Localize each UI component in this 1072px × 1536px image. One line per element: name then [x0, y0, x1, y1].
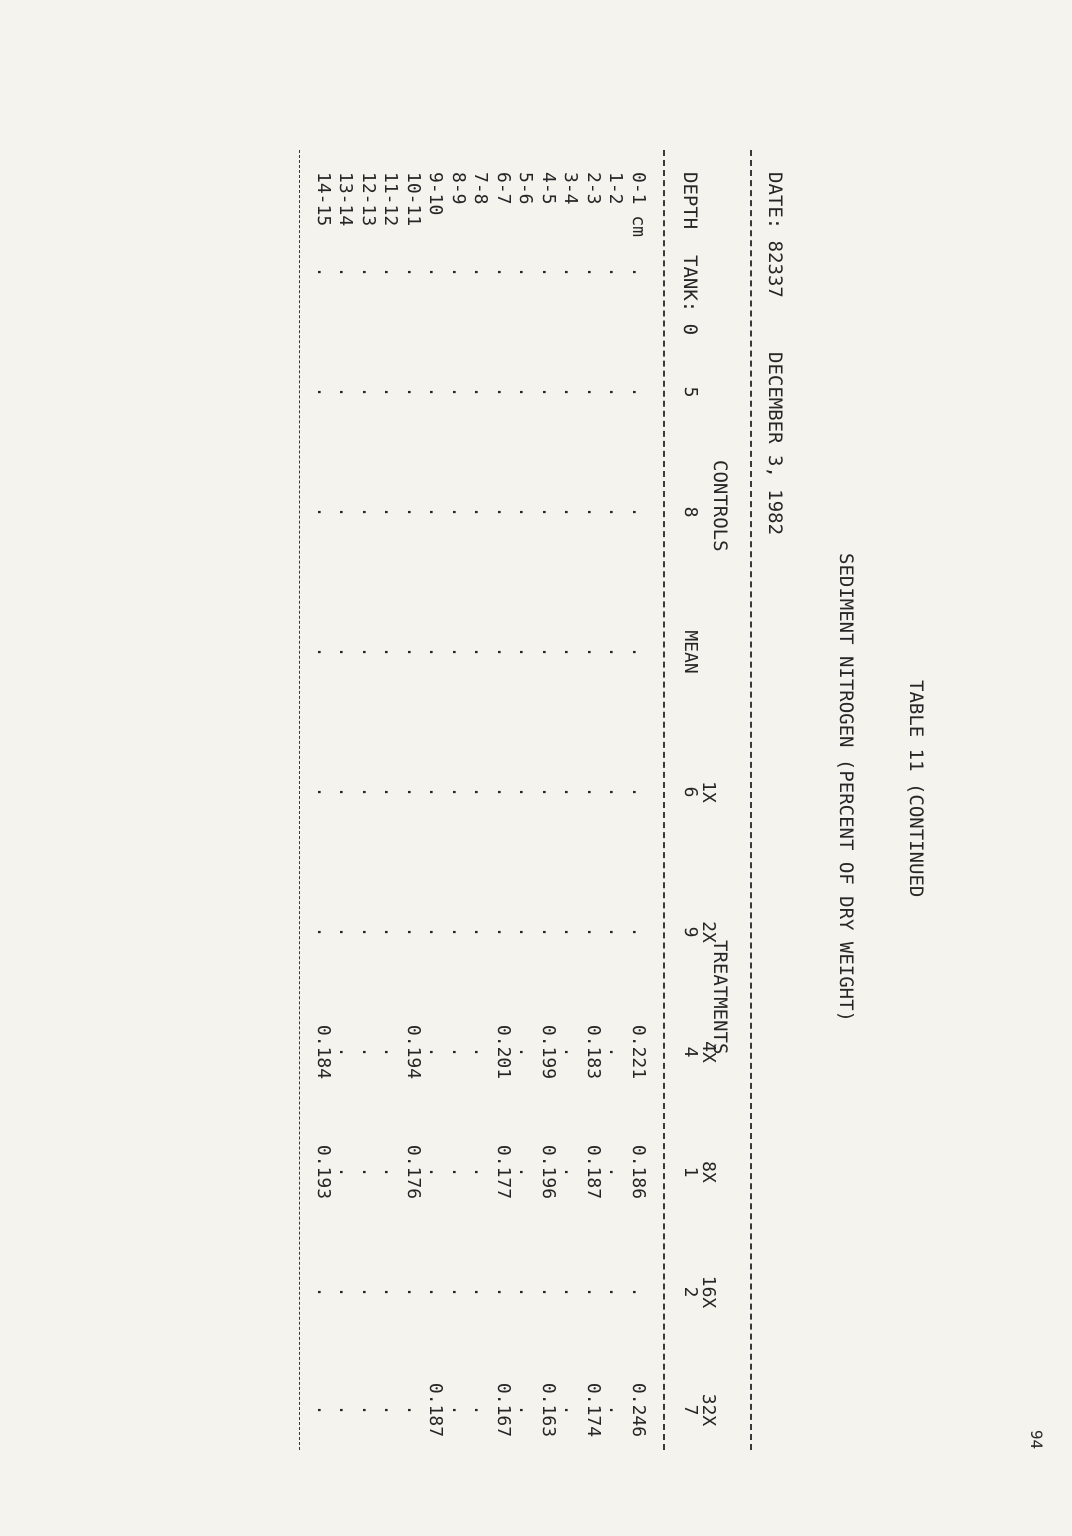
value-cell: .: [470, 386, 492, 398]
depth-cell: 8-9: [448, 172, 469, 205]
value-cell: .: [515, 386, 537, 398]
column-header-bottom: 7: [680, 1404, 701, 1416]
value-cell: .: [335, 1286, 357, 1298]
depth-cell: 7-8: [470, 172, 492, 205]
value-cell: .: [403, 1404, 424, 1416]
table-title: TABLE 11 (CONTINUED: [905, 680, 927, 898]
value-cell: .: [335, 786, 357, 798]
column-header-bottom: 9: [680, 926, 701, 938]
value-cell: .: [628, 506, 649, 518]
value-cell: .: [628, 266, 649, 278]
depth-cell: 9-10: [425, 172, 447, 216]
value-cell: .: [313, 1404, 334, 1416]
value-cell: .: [380, 646, 402, 658]
value-cell: .: [358, 1166, 379, 1178]
value-cell: .: [380, 786, 402, 798]
depth-cell: 13-14: [335, 172, 357, 227]
value-cell: .: [515, 1046, 537, 1058]
value-cell: .: [560, 786, 582, 798]
value-cell: .: [605, 1046, 627, 1058]
value-cell: .: [605, 926, 627, 938]
value-cell: .: [583, 646, 604, 658]
depth-cell: 6-7: [493, 172, 514, 205]
value-cell: .: [313, 646, 334, 658]
value-cell: .: [403, 786, 424, 798]
value-cell: .: [335, 506, 357, 518]
value-cell: .: [628, 386, 649, 398]
value-cell: .: [605, 786, 627, 798]
value-cell: .: [583, 506, 604, 518]
date-text: DECEMBER 3, 1982: [764, 352, 786, 536]
value-cell: .: [403, 1286, 424, 1298]
column-header-bottom: 4: [680, 1046, 701, 1058]
value-cell: .: [560, 1046, 582, 1058]
value-cell: 0.186: [628, 1144, 649, 1200]
value-cell: .: [403, 646, 424, 658]
value-cell: .: [560, 266, 582, 278]
value-cell: .: [380, 1046, 402, 1058]
value-cell: 0.183: [583, 1024, 604, 1080]
value-cell: .: [515, 1166, 537, 1178]
value-cell: .: [448, 266, 469, 278]
value-cell: .: [335, 386, 357, 398]
tank-header: TANK: 0: [679, 255, 701, 336]
value-cell: .: [470, 646, 492, 658]
rotated-table-sheet: [120, 40, 1000, 1500]
value-cell: .: [515, 1286, 537, 1298]
value-cell: .: [448, 1166, 469, 1178]
value-cell: .: [538, 1286, 559, 1298]
value-cell: .: [605, 506, 627, 518]
value-cell: .: [313, 506, 334, 518]
value-cell: .: [313, 1286, 334, 1298]
value-cell: .: [605, 1286, 627, 1298]
value-cell: .: [470, 926, 492, 938]
value-cell: .: [493, 266, 514, 278]
column-header-top: 1X: [698, 781, 719, 803]
column-header-bottom: 6: [680, 786, 701, 798]
value-cell: .: [605, 386, 627, 398]
value-cell: .: [470, 266, 492, 278]
depth-cell: 12-13: [358, 172, 379, 227]
value-cell: .: [335, 926, 357, 938]
value-cell: 0.196: [538, 1144, 559, 1200]
value-cell: .: [538, 266, 559, 278]
value-cell: .: [605, 1166, 627, 1178]
value-cell: .: [448, 786, 469, 798]
value-cell: .: [493, 646, 514, 658]
value-cell: .: [335, 1166, 357, 1178]
value-cell: .: [493, 506, 514, 518]
value-cell: .: [515, 1404, 537, 1416]
column-header-top: 8X: [698, 1161, 719, 1183]
value-cell: 0.187: [425, 1382, 447, 1438]
column-header-bottom: 5: [680, 386, 701, 398]
value-cell: .: [515, 506, 537, 518]
depth-header: DEPTH: [679, 172, 701, 230]
value-cell: .: [448, 386, 469, 398]
value-cell: .: [470, 1046, 492, 1058]
value-cell: .: [358, 1404, 379, 1416]
value-cell: .: [583, 786, 604, 798]
value-cell: .: [628, 926, 649, 938]
value-cell: .: [403, 506, 424, 518]
value-cell: .: [425, 506, 447, 518]
column-header-top: 16X: [698, 1275, 719, 1309]
value-cell: .: [515, 786, 537, 798]
value-cell: 0.174: [583, 1382, 604, 1438]
value-cell: .: [583, 386, 604, 398]
value-cell: .: [313, 386, 334, 398]
value-cell: .: [493, 386, 514, 398]
value-cell: .: [448, 1404, 469, 1416]
value-cell: .: [335, 266, 357, 278]
value-cell: .: [358, 646, 379, 658]
value-cell: .: [538, 386, 559, 398]
value-cell: 0.221: [628, 1024, 649, 1080]
depth-cell: 4-5: [538, 172, 559, 205]
value-cell: .: [335, 1404, 357, 1416]
column-header-top: 32X: [698, 1393, 719, 1427]
value-cell: .: [493, 786, 514, 798]
value-cell: .: [515, 266, 537, 278]
value-cell: .: [380, 386, 402, 398]
value-cell: .: [628, 786, 649, 798]
value-cell: .: [335, 1046, 357, 1058]
value-cell: 0.167: [493, 1382, 514, 1438]
column-header-bottom: 2: [680, 1286, 701, 1298]
value-cell: .: [425, 926, 447, 938]
value-cell: .: [425, 646, 447, 658]
value-cell: .: [560, 506, 582, 518]
value-cell: .: [583, 1286, 604, 1298]
value-cell: .: [605, 1404, 627, 1416]
value-cell: .: [358, 506, 379, 518]
value-cell: 0.193: [313, 1144, 334, 1200]
value-cell: .: [335, 646, 357, 658]
value-cell: .: [358, 1286, 379, 1298]
value-cell: .: [425, 1286, 447, 1298]
value-cell: .: [380, 1166, 402, 1178]
value-cell: .: [448, 1046, 469, 1058]
column-header-bottom: 8: [680, 506, 701, 518]
depth-cell: 5-6: [515, 172, 537, 205]
value-cell: .: [313, 786, 334, 798]
value-cell: .: [470, 1404, 492, 1416]
value-cell: .: [313, 266, 334, 278]
value-cell: .: [448, 926, 469, 938]
value-cell: .: [380, 1404, 402, 1416]
value-cell: .: [515, 646, 537, 658]
column-header-top: 2X: [698, 921, 719, 943]
value-cell: .: [448, 506, 469, 518]
value-cell: .: [560, 926, 582, 938]
value-cell: .: [358, 1046, 379, 1058]
value-cell: 0.194: [403, 1024, 424, 1080]
depth-cell: 10-11: [403, 172, 424, 227]
value-cell: .: [358, 926, 379, 938]
value-cell: .: [470, 506, 492, 518]
table-subtitle: SEDIMENT NITROGEN (PERCENT OF DRY WEIGHT): [835, 553, 857, 1022]
top-rule: [750, 150, 752, 1450]
value-cell: .: [313, 926, 334, 938]
value-cell: .: [628, 1286, 649, 1298]
value-cell: 0.199: [538, 1024, 559, 1080]
value-cell: .: [538, 646, 559, 658]
value-cell: .: [470, 786, 492, 798]
value-cell: .: [560, 646, 582, 658]
bottom-rule: [299, 150, 300, 1450]
value-cell: .: [425, 386, 447, 398]
depth-cell: 2-3: [583, 172, 604, 205]
value-cell: .: [380, 506, 402, 518]
value-cell: .: [583, 926, 604, 938]
value-cell: .: [448, 1286, 469, 1298]
controls-heading: CONTROLS: [709, 460, 731, 552]
value-cell: 0.184: [313, 1024, 334, 1080]
value-cell: .: [515, 926, 537, 938]
value-cell: .: [605, 646, 627, 658]
page-number: 94: [1027, 1429, 1047, 1450]
value-cell: .: [403, 266, 424, 278]
value-cell: .: [448, 646, 469, 658]
value-cell: .: [605, 266, 627, 278]
depth-cell: 1-2: [605, 172, 627, 205]
value-cell: .: [358, 386, 379, 398]
value-cell: .: [380, 926, 402, 938]
column-header-bottom: MEAN: [680, 630, 701, 674]
value-cell: 0.177: [493, 1144, 514, 1200]
value-cell: .: [425, 1166, 447, 1178]
value-cell: .: [560, 1166, 582, 1178]
value-cell: .: [470, 1286, 492, 1298]
depth-cell: 0-1 cm: [628, 172, 649, 238]
value-cell: .: [538, 506, 559, 518]
header-rule: [663, 150, 665, 1450]
column-header-top: 4X: [698, 1041, 719, 1063]
date-label: DATE: 82337: [764, 172, 786, 298]
value-cell: .: [493, 1286, 514, 1298]
value-cell: .: [470, 1166, 492, 1178]
depth-cell: 11-12: [380, 172, 402, 227]
value-cell: .: [380, 266, 402, 278]
value-cell: .: [425, 1046, 447, 1058]
value-cell: 0.176: [403, 1144, 424, 1200]
value-cell: .: [358, 786, 379, 798]
value-cell: .: [403, 926, 424, 938]
value-cell: .: [425, 266, 447, 278]
value-cell: .: [583, 266, 604, 278]
value-cell: .: [493, 926, 514, 938]
value-cell: .: [560, 386, 582, 398]
depth-cell: 14-15: [313, 172, 334, 227]
value-cell: .: [560, 1404, 582, 1416]
value-cell: .: [403, 386, 424, 398]
value-cell: .: [538, 786, 559, 798]
value-cell: .: [560, 1286, 582, 1298]
value-cell: 0.201: [493, 1024, 514, 1080]
value-cell: 0.163: [538, 1382, 559, 1438]
column-header-bottom: 1: [680, 1166, 701, 1178]
value-cell: .: [358, 266, 379, 278]
value-cell: 0.246: [628, 1382, 649, 1438]
value-cell: .: [380, 1286, 402, 1298]
treatments-heading: TREATMENTS: [709, 940, 731, 1055]
value-cell: .: [425, 786, 447, 798]
value-cell: .: [628, 646, 649, 658]
value-cell: 0.187: [583, 1144, 604, 1200]
depth-cell: 3-4: [560, 172, 582, 205]
value-cell: .: [538, 926, 559, 938]
